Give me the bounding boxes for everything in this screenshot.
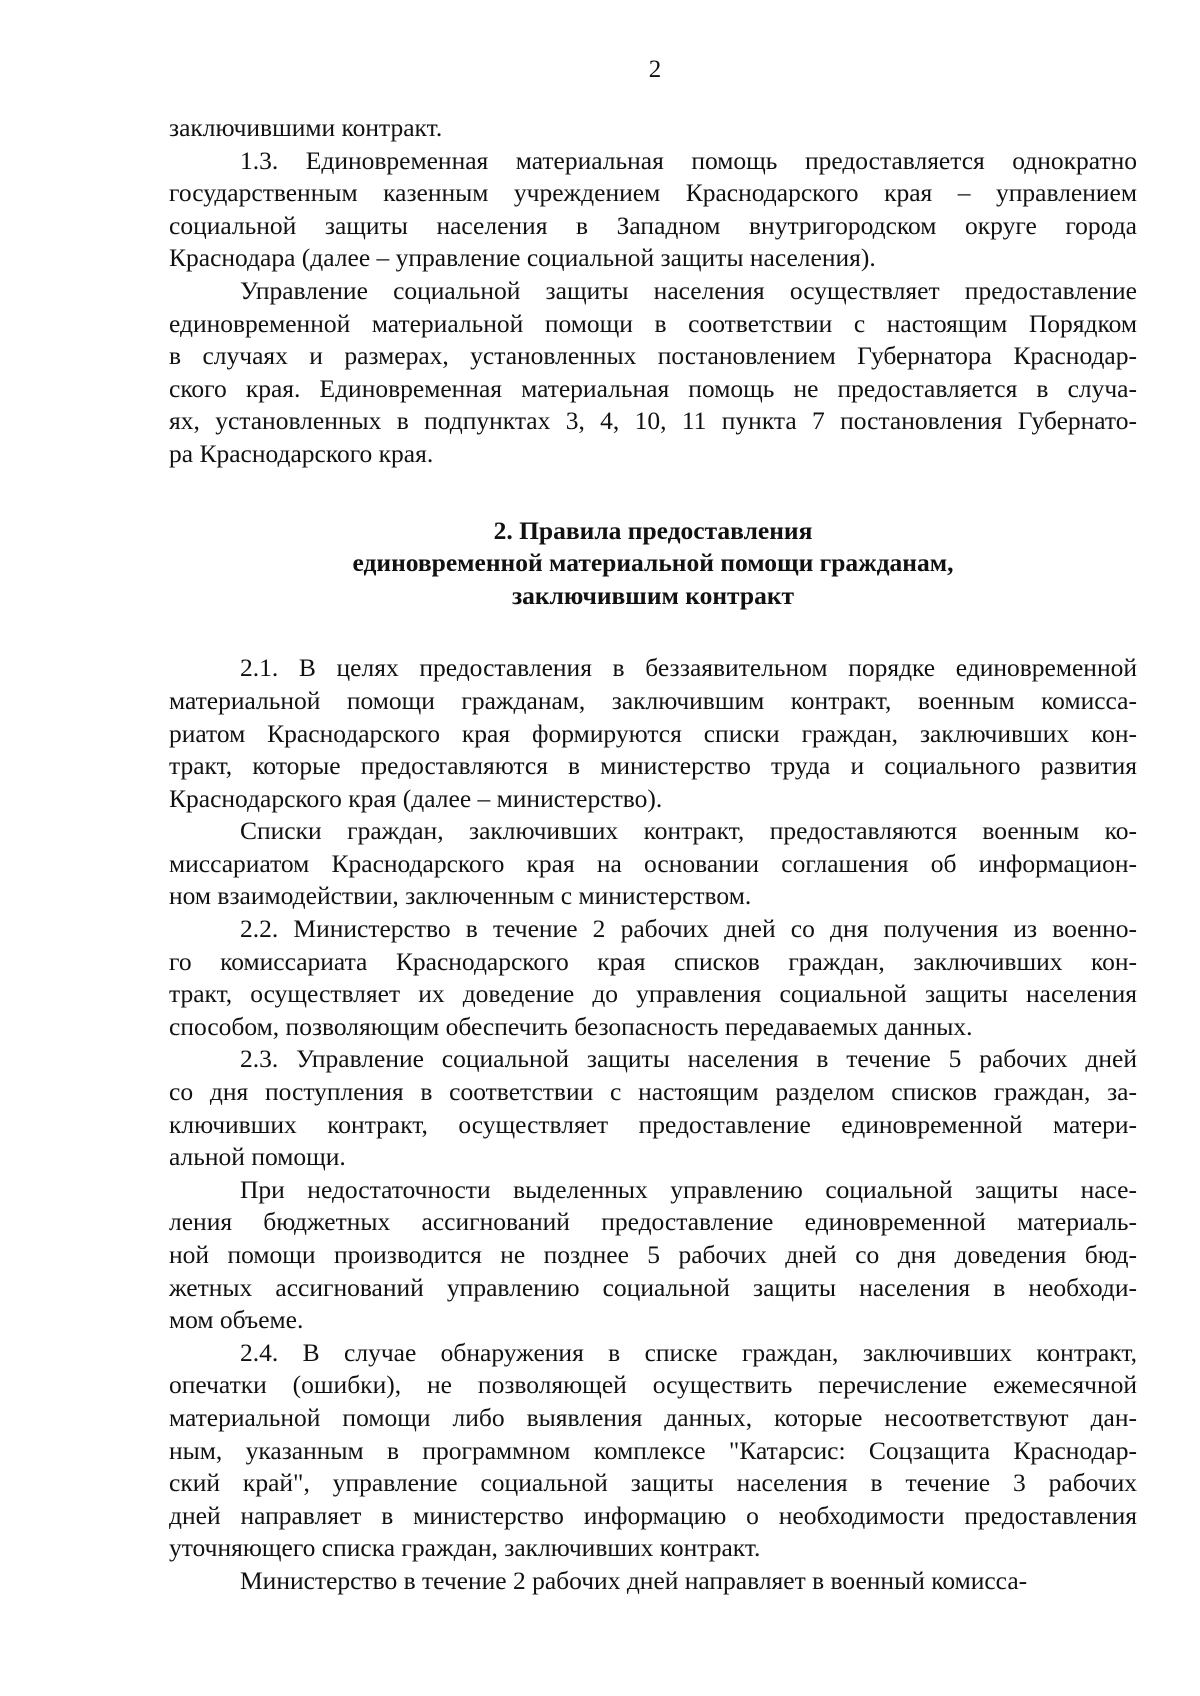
paragraph-line: ключивших контракт, осуществляет предоставление единовременной матери- <box>169 1109 1137 1139</box>
paragraph-line: ра Краснодарского края. <box>169 438 434 468</box>
section-heading <box>169 515 1137 613</box>
paragraph-line: 2.2. Министерство в течение 2 рабочих дней со дня получения из военно- <box>240 914 1137 944</box>
paragraph-line: ным, указанным в программном комплексе "Катарсис: Соцзащита Краснодар- <box>169 1435 1137 1465</box>
paragraph-line: Краснодара (далее – управление социальной защиты населения). <box>169 243 876 273</box>
paragraph-line: го комиссариата Краснодарского края списков граждан, заключивших кон- <box>169 946 1137 976</box>
paragraph-line: ского края. Единовременная материальная помощь не предоставляется в случа- <box>169 373 1137 403</box>
page-number: 2 <box>648 56 662 83</box>
paragraph-line: уточняющего списка граждан, заключивших контракт. <box>169 1533 761 1563</box>
intro-paragraphs <box>169 112 1137 471</box>
paragraph-line: ной помощи производится не позднее 5 рабочих дней со дня доведения бюд- <box>169 1240 1137 1269</box>
paragraph-line: мом объеме. <box>169 1305 304 1335</box>
paragraph-line: 2.3. Управление социальной защиты населения в течение 5 рабочих дней <box>240 1044 1137 1074</box>
paragraph-line: ном взаимодействии, заключенным с министерством. <box>169 881 752 911</box>
paragraph-line: тракт, осуществляет их доведение до управления социальной защиты населения <box>169 979 1137 1009</box>
paragraph-line: ления бюджетных ассигнований предоставление единовременной материаль- <box>169 1207 1137 1237</box>
paragraph-p2_4b <box>169 1565 1137 1598</box>
paragraph-line: материальной помощи гражданам, заключившим контракт, военным комисса- <box>169 685 1137 715</box>
paragraph-line: опечатки (ошибки), не позволяющей осуществить перечисление ежемесячной <box>169 1370 1137 1400</box>
paragraph-p2_1b <box>169 815 1137 913</box>
paragraph-line: государственным казенным учреждением Краснодарского края – управлением <box>169 178 1137 208</box>
paragraph-line: ский край", управление социальной защиты населения в течение 3 рабочих <box>169 1468 1137 1498</box>
paragraph-p2_4 <box>169 1337 1137 1565</box>
paragraph-line: ях, установленных в подпунктах 3, 4, 10, 11 пункта 7 постановления Губернато- <box>169 406 1137 436</box>
paragraph-line: в случаях и размерах, установленных постановлением Губернатора Краснодар- <box>169 341 1137 371</box>
paragraph-line: со дня поступления в соответствии с настоящим разделом списков граждан, за- <box>169 1077 1137 1107</box>
paragraph-line: Списки граждан, заключивших контракт, предоставляются военным ко- <box>240 816 1137 846</box>
document-body <box>169 112 1137 1598</box>
paragraph-p1_3 <box>169 145 1137 275</box>
paragraph-line: 1.3. Единовременная материальная помощь предоставляется однократно <box>240 145 1137 175</box>
section-heading-line-2: единовременной материальной помощи гражданам, <box>352 548 954 578</box>
paragraph-p1_3b <box>169 275 1137 471</box>
paragraph-line: заключившими контракт. <box>169 113 443 142</box>
paragraph-line: Управление социальной защиты населения осуществляет предоставление <box>240 275 1137 305</box>
paragraph-line: 2.1. В целях предоставления в беззаявительном порядке единовременной <box>240 653 1137 683</box>
paragraph-p2_3b <box>169 1174 1137 1337</box>
paragraph-p0 <box>169 112 1137 145</box>
section-paragraphs <box>169 652 1137 1597</box>
paragraph-line: Краснодарского края (далее – министерство). <box>169 783 663 813</box>
paragraph-line: миссариатом Краснодарского края на основании соглашения об информацион- <box>169 848 1137 878</box>
paragraph-line: единовременной материальной помощи в соответствии с настоящим Порядком <box>169 308 1137 338</box>
paragraph-line: 2.4. В случае обнаружения в списке граждан, заключивших контракт, <box>240 1337 1137 1367</box>
paragraph-p2_2 <box>169 913 1137 1043</box>
section-heading-line-3: заключившим контракт <box>511 580 795 610</box>
paragraph-p2_1 <box>169 652 1137 815</box>
section-heading-line-1: 2. Правила предоставления <box>493 515 813 545</box>
paragraph-line: Министерство в течение 2 рабочих дней направляет в военный комисса- <box>240 1565 1028 1595</box>
paragraph-line: дней направляет в министерство информацию о необходимости предоставления <box>169 1500 1137 1530</box>
paragraph-line: способом, позволяющим обеспечить безопасность передаваемых данных. <box>169 1011 973 1041</box>
paragraph-line: материальной помощи либо выявления данных, которые несоответствуют дан- <box>169 1402 1137 1432</box>
paragraph-p2_3 <box>169 1043 1137 1173</box>
paragraph-line: жетных ассигнований управлению социальной защиты населения в необходи- <box>169 1272 1137 1302</box>
paragraph-line: тракт, которые предоставляются в министерство труда и социального развития <box>169 751 1137 781</box>
paragraph-line: социальной защиты населения в Западном внутригородском округе города <box>169 210 1137 240</box>
paragraph-line: риатом Краснодарского края формируются списки граждан, заключивших кон- <box>169 718 1137 748</box>
paragraph-line: альной помощи. <box>169 1142 346 1172</box>
paragraph-line: При недостаточности выделенных управлению социальной защиты насе- <box>240 1174 1137 1204</box>
